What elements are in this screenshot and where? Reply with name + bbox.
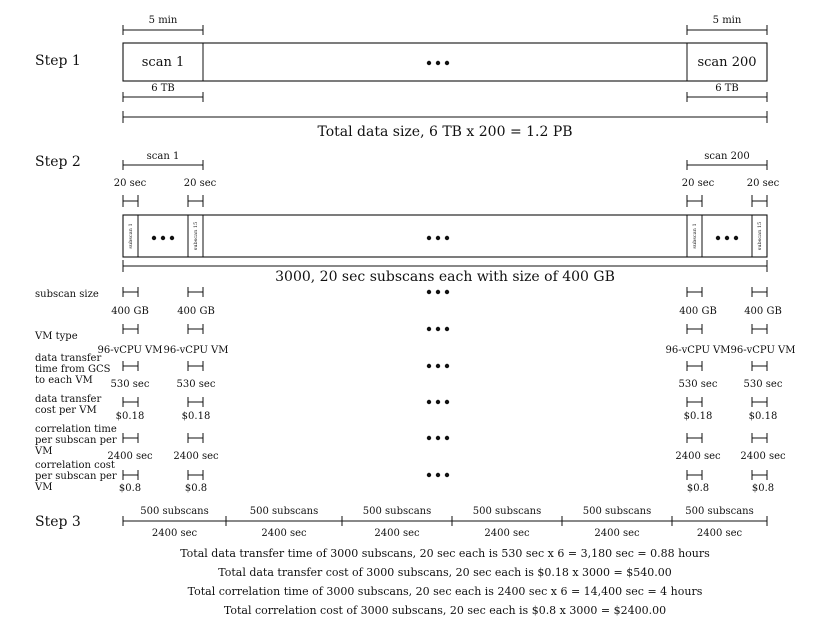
step1-scan-first: scan 1	[141, 55, 185, 70]
row-label-line: time from GCS	[35, 364, 111, 375]
step1-duration-bracket-right	[687, 25, 767, 35]
subscan-duration-2986: 20 sec	[681, 178, 715, 189]
row-bracket	[752, 287, 767, 297]
row-label-line: VM	[35, 446, 53, 457]
step2-scan-last: scan 200	[704, 151, 750, 162]
row-bracket	[123, 361, 138, 371]
row-value: 400 GB	[679, 306, 717, 317]
row-value: 2400 sec	[107, 451, 153, 462]
step1-size-right: 6 TB	[715, 83, 739, 94]
step3-group-label: 500 subscans	[140, 506, 209, 517]
step3-label: Step 3	[35, 514, 81, 530]
row-bracket	[123, 397, 138, 407]
row-value: $0.8	[686, 483, 710, 494]
subscan-duration-3000: 20 sec	[746, 178, 780, 189]
row-bracket	[188, 433, 203, 443]
row-label-line: subscan size	[35, 289, 99, 300]
step2-total: 3000, 20 sec subscans each with size of 400 GB	[275, 269, 615, 285]
row-bracket	[188, 361, 203, 371]
row-value: 530 sec	[743, 379, 783, 390]
row-bracket	[123, 433, 138, 443]
step3-group-duration: 2400 sec	[484, 528, 530, 539]
detail-row	[35, 394, 777, 422]
row-value: 530 sec	[176, 379, 216, 390]
detail-row	[35, 353, 783, 390]
step2-detail-rows	[34, 287, 796, 494]
step3-group-label: 500 subscans	[582, 506, 652, 517]
summary-correlation-time: Total correlation time of 3000 subscans, 20 sec each is 2400 sec x 6 = 14,400 sec = 4 hours	[187, 585, 703, 598]
step1-size-left: 6 TB	[151, 83, 175, 94]
step1-scan-strip	[123, 43, 767, 81]
step2-ellipsis-right	[716, 236, 738, 240]
row-value: 530 sec	[678, 379, 718, 390]
row-ellipsis	[427, 327, 449, 331]
row-label-line: correlation time	[35, 424, 117, 435]
row-bracket	[123, 287, 138, 297]
step1-total-bracket	[123, 111, 767, 123]
subscan-label-15: subscan 15	[193, 221, 199, 251]
detail-row	[35, 287, 782, 317]
step3-group-duration: 2400 sec	[261, 528, 307, 539]
step3-group-label: 500 subscans	[362, 506, 432, 517]
subscan-label-2986: subscan 1	[692, 223, 698, 249]
step1-ellipsis	[427, 61, 449, 65]
summary-transfer-cost: Total data transfer cost of 3000 subscans, 20 sec each is $0.18 x 3000 = $540.00	[218, 566, 672, 579]
step2-scan-first: scan 1	[146, 151, 180, 162]
step2-label: Step 2	[35, 154, 81, 170]
row-bracket	[752, 397, 767, 407]
row-label-line: cost per VM	[35, 405, 97, 416]
step1-scan-last: scan 200	[697, 55, 757, 70]
row-value: 2400 sec	[675, 451, 721, 462]
row-value: 2400 sec	[740, 451, 786, 462]
row-bracket	[752, 361, 767, 371]
step2-ellipsis-center	[427, 236, 449, 240]
step3-group-duration: 2400 sec	[374, 528, 420, 539]
row-bracket	[687, 433, 702, 443]
row-label-line: data transfer	[35, 394, 102, 405]
row-value: $0.18	[683, 411, 713, 422]
row-label-line: VM type	[35, 331, 78, 342]
row-value: 2400 sec	[173, 451, 219, 462]
row-bracket	[687, 470, 702, 480]
row-bracket	[752, 324, 767, 334]
detail-row	[34, 424, 786, 462]
row-bracket	[188, 324, 203, 334]
row-value: 530 sec	[110, 379, 150, 390]
row-value: $0.18	[115, 411, 145, 422]
row-label-line: to each VM	[35, 375, 93, 386]
row-label-line: per subscan per	[35, 435, 117, 446]
row-value: 96-vCPU VM	[163, 345, 229, 356]
row-ellipsis	[427, 364, 449, 368]
row-bracket	[687, 324, 702, 334]
row-bracket	[752, 470, 767, 480]
row-value: $0.8	[751, 483, 775, 494]
step3-group-duration: 2400 sec	[594, 528, 640, 539]
subscan-label-1: subscan 1	[128, 223, 134, 249]
row-value: 400 GB	[177, 306, 215, 317]
row-value: 400 GB	[111, 306, 149, 317]
row-bracket	[687, 397, 702, 407]
row-bracket	[752, 433, 767, 443]
step3-timeline	[123, 506, 767, 539]
step1-duration-right: 5 min	[712, 15, 742, 26]
step1-total: Total data size, 6 TB x 200 = 1.2 PB	[317, 124, 573, 140]
detail-row	[34, 324, 796, 356]
row-bracket	[188, 397, 203, 407]
step3-group-label: 500 subscans	[685, 506, 754, 517]
row-value: $0.8	[118, 483, 142, 494]
step1-duration-left: 5 min	[148, 15, 178, 26]
row-ellipsis	[427, 473, 449, 477]
row-bracket	[188, 470, 203, 480]
summary-transfer-time: Total data transfer time of 3000 subscans, 20 sec each is 530 sec x 6 = 3,180 sec = 0.88 hours	[180, 547, 710, 560]
row-label-line: VM	[35, 482, 53, 493]
step3-group-duration: 2400 sec	[696, 528, 743, 539]
subscan-duration-15: 20 sec	[183, 178, 217, 189]
row-value: $0.18	[748, 411, 778, 422]
row-label-line: data transfer	[35, 353, 102, 364]
step1-label: Step 1	[35, 53, 81, 69]
subscan-duration-brackets	[123, 195, 767, 207]
row-ellipsis	[427, 290, 449, 294]
row-ellipsis	[427, 400, 449, 404]
row-value: 96-vCPU VM	[97, 345, 163, 356]
step2-ellipsis-left	[152, 236, 174, 240]
step3-group-label: 500 subscans	[249, 506, 319, 517]
row-label-line: correlation cost	[35, 460, 115, 471]
subscan-label-3000: subscan 15	[757, 221, 763, 251]
step3-group-label: 500 subscans	[472, 506, 542, 517]
summary-correlation-cost: Total correlation cost of 3000 subscans, 20 sec each is $0.8 x 3000 = $2400.00	[223, 604, 667, 617]
row-bracket	[123, 324, 138, 334]
detail-row	[34, 460, 774, 494]
row-value: 400 GB	[744, 306, 782, 317]
step3-group-duration: 2400 sec	[151, 528, 198, 539]
row-bracket	[687, 287, 702, 297]
row-value: 96-vCPU VM	[730, 345, 796, 356]
row-ellipsis	[427, 436, 449, 440]
row-value: $0.8	[184, 483, 208, 494]
row-label-line: per subscan per	[35, 471, 117, 482]
step2-subscan-strip	[123, 215, 767, 257]
step1-duration-bracket-left	[123, 25, 203, 35]
subscan-duration-1: 20 sec	[113, 178, 147, 189]
row-bracket	[687, 361, 702, 371]
row-bracket	[188, 287, 203, 297]
row-bracket	[123, 470, 138, 480]
row-value: 96-vCPU VM	[665, 345, 731, 356]
row-value: $0.18	[181, 411, 211, 422]
